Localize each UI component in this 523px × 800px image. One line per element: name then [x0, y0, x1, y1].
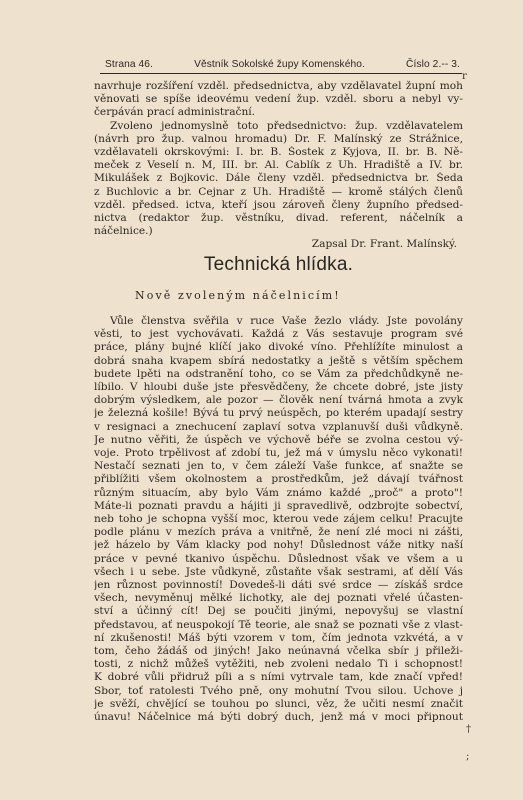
text-line: věsti, to jest vychovávati. Každá z Vás sestavuje program své [94, 328, 463, 341]
text-line: Je nutno věřiti, že úspěch ve výchově béře se zvolna cestou vý- [94, 433, 463, 446]
text-line: navrhuje rozšíření vzděl. předsednictva, aby vzdělavatel župní moh [94, 80, 463, 92]
text-line: voje. Proto trpělivost ať zdobí tu, jež má v úmyslu něco vykonati! [94, 447, 463, 460]
text-line: Vůle členstva svěřila v ruce Vaše žezlo vlády. Jste povolány [110, 315, 463, 327]
text-line: Sbor, toť ratolesti Tvého pně, ony mohutní Tvou silou. Uchove j [94, 684, 463, 697]
text-line: dobrá snaha kvapem sbírá nedostatky a ještě s větším spěchem [94, 354, 463, 367]
text-line: Zvoleno jednomyslně toto předsednictvo: žup. vzdělavatelem [110, 119, 463, 132]
text-line: různým situacím, aby bylo Vám známo každé „proč" a proto"! [94, 486, 463, 499]
minutes-section [94, 80, 463, 252]
text-line: ní zkušenosti! Máš býti vzorem v tom, čím jednota vzkvétá, a v [94, 631, 463, 644]
article-subtitle: Nově zvoleným náčelnicím! [135, 289, 341, 302]
text-line: v resignaci a znechucení zaplaví sotva vzplanuvší duši vůdkyně. [94, 420, 463, 433]
signature: Zapsal Dr. Frant. Malínský. [311, 238, 457, 251]
journal-title: Věstník Sokolské župy Komenského. [194, 59, 365, 70]
text-line: Mikulášek z Bojkovic. Dále členy vzděl. předsednictva br. Šeda [94, 172, 463, 185]
text-line: tosti, z nichž můžeš vytěžiti, neb zvoleni nedalo Ti i schopnost! [94, 658, 463, 671]
text-line: věnovati se spíše ideovému vedení žup. vzděl. sboru a nebyl vy- [94, 93, 463, 106]
text-line: jen různost povinností! Dovedeš-li dáti své srdce — získáš srdce [94, 579, 463, 592]
text-line: práce v pevné tkanivo úspěchu. Důslednost však ve všem a u [94, 552, 463, 565]
text-line: nictva (redaktor žup. věstníku, divad. referent, náčelník a náčelnice.) [94, 212, 463, 238]
text-line: práce, plány bujné klíčí jako divoké víno. Přehlížíte minulost a [94, 341, 463, 354]
text-line: dobrým výsledkem, ale pozor — člověk není tvárná hmota a zvyk [94, 394, 463, 407]
text-line: (návrh pro žup. valnou hromadu) Dr. F. Malínský ze Strážnice, [94, 132, 463, 145]
page-number: Strana 46. [105, 59, 154, 70]
text-line: únavu! Náčelnice má býti dobrý duch, jenž má v moci připnout [94, 711, 463, 724]
text-line: Nestačí seznati jen to, v čem záleží Vaše funkce, ať snažte se [94, 460, 463, 473]
text-line: vzdělavateli okrskovými: I. br. B. Šostek z Kyjova, II. br. B. Ně- [94, 146, 463, 159]
text-line: tom, čeho žádáš od jiných! Jako neúnavná včelka sbír j přileži- [94, 645, 463, 658]
text-line: je svěží, chvějící se touhou po slunci, věz, že učiti nesmí značit [94, 697, 463, 710]
text-line: budete lpěti na odstranění toho, co se Vám za předchůdkyně ne- [94, 367, 463, 380]
margin-mark: † [466, 724, 471, 735]
text-line: Máte-li poznati pravdu a hájiti ji spravedlivě, odzbrojte sobectví, [94, 499, 463, 512]
issue-number: Číslo 2.-- 3. [406, 59, 460, 70]
article-title: Technická hlídka. [203, 254, 354, 275]
margin-mark: r [462, 71, 467, 82]
text-line: představou, ať neuspokojí Tě teorie, ale snaž se poznati vše z vlast- [94, 618, 463, 631]
text-line: líbilo. V hloubi duše jste přesvědčeny, že chcete dobré, jste jisty [94, 381, 463, 394]
text-line: všech, nevyměnuj mělké lichotky, ale dej poznati vřelé účasten- [94, 592, 463, 605]
text-line: ství a účinný cít! Dej se poučiti jinými, nepovyšuj se vlastní [94, 605, 463, 618]
text-line: podle plánu v mezích práva a vnitřně, že není zlé moci ni zášti, [94, 526, 463, 539]
text-line: všech i u sebe. Jste vůdkyně, zůstaňte však sestrami, ať dělí Vás [94, 565, 463, 578]
text-line: čerpáván prací administrační. [94, 106, 256, 119]
margin-mark: ; [466, 751, 470, 762]
text-line: je železná košile! Bývá tu prvý neúspěch, po kterém upadají sestry [94, 407, 463, 420]
text-line: meček z Veselí n. M, III. br. Al. Cablík z Uh. Hradiště a IV. br. [94, 159, 463, 172]
header-rule [100, 73, 462, 74]
text-line: jež házelo by Vám klacky pod nohy! Důslednost váže nitky naší [94, 539, 463, 552]
text-line: přiblížiti všem okolnostem a prostředkům, jež dávají tvářnost [94, 473, 463, 486]
text-line: K dobré vůli přidruž píli a s ními vytrvale tam, kde značí vpřed! [94, 671, 463, 684]
text-line: z Buchlovic a br. Cejnar z Uh. Hradiště — kromě stálých členů [94, 185, 463, 198]
article-body [94, 315, 463, 724]
text-line: vzděl. předsed. ictva, kteří jsou zároveň členy župního předsed- [94, 198, 463, 211]
text-line: neb toho je schopna vyšší moc, kterou vede zájem celku! Pracujte [94, 513, 463, 526]
running-header [105, 59, 460, 70]
